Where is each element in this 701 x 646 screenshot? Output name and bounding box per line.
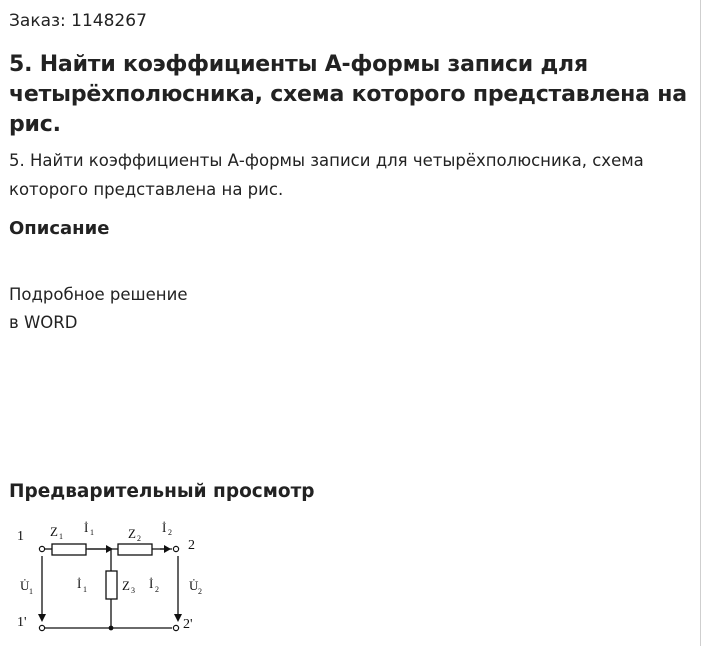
description-heading: Описание (9, 218, 110, 239)
label-u2-sub: 2 (198, 587, 202, 596)
node-label-1: 1 (17, 529, 24, 544)
label-i1-top-sub: 1 (90, 528, 94, 537)
label-i2-mid: İ (149, 576, 154, 591)
order-number: Заказ: 1148267 (9, 11, 147, 31)
description-line: в WORD (9, 313, 78, 332)
description-body (9, 281, 187, 337)
label-i2-top-sub: 2 (168, 528, 172, 537)
arrow-u1 (38, 614, 46, 622)
label-u2: U̇ (189, 578, 199, 593)
arrow-u2 (174, 614, 182, 622)
label-z2-sub: 2 (137, 534, 141, 543)
terminal-2p (173, 625, 178, 630)
page-title: 5. Найти коэффициенты А-формы записи для четырёхполюсника, схема которого представлена на рис. (9, 52, 687, 137)
arrow-i1 (106, 545, 113, 553)
terminal-1 (39, 546, 44, 551)
resistor-z2 (118, 544, 152, 555)
label-u1-sub: 1 (29, 587, 33, 596)
label-z2: Z (128, 526, 136, 541)
task-summary: 5. Найти коэффициенты А-формы записи для четырёхполюсника, схема которого представлена на рис. (9, 151, 644, 199)
label-i2-top: İ (162, 520, 167, 535)
label-z3-sub: 3 (131, 586, 135, 595)
junction-bottom (109, 626, 114, 631)
arrow-i2 (164, 545, 171, 553)
resistor-z1 (52, 544, 86, 555)
preview-heading: Предварительный просмотр (9, 481, 315, 502)
label-u1: U̇ (20, 578, 30, 593)
resistor-z3 (106, 571, 117, 599)
label-i1-mid: İ (77, 576, 82, 591)
label-z1-sub: 1 (59, 532, 63, 541)
terminal-1p (39, 625, 44, 630)
label-i1-mid-sub: 1 (83, 585, 87, 594)
node-label-1p: 1' (17, 615, 27, 630)
node-label-2p: 2' (183, 617, 193, 632)
label-i2-mid-sub: 2 (155, 585, 159, 594)
label-z1: Z (50, 524, 58, 539)
label-z3: Z (122, 578, 130, 593)
label-i1-top: İ (84, 520, 89, 535)
description-line: Подробное решение (9, 285, 188, 304)
circuit-diagram (0, 510, 240, 646)
terminal-2 (173, 546, 178, 551)
node-label-2: 2 (188, 538, 195, 553)
